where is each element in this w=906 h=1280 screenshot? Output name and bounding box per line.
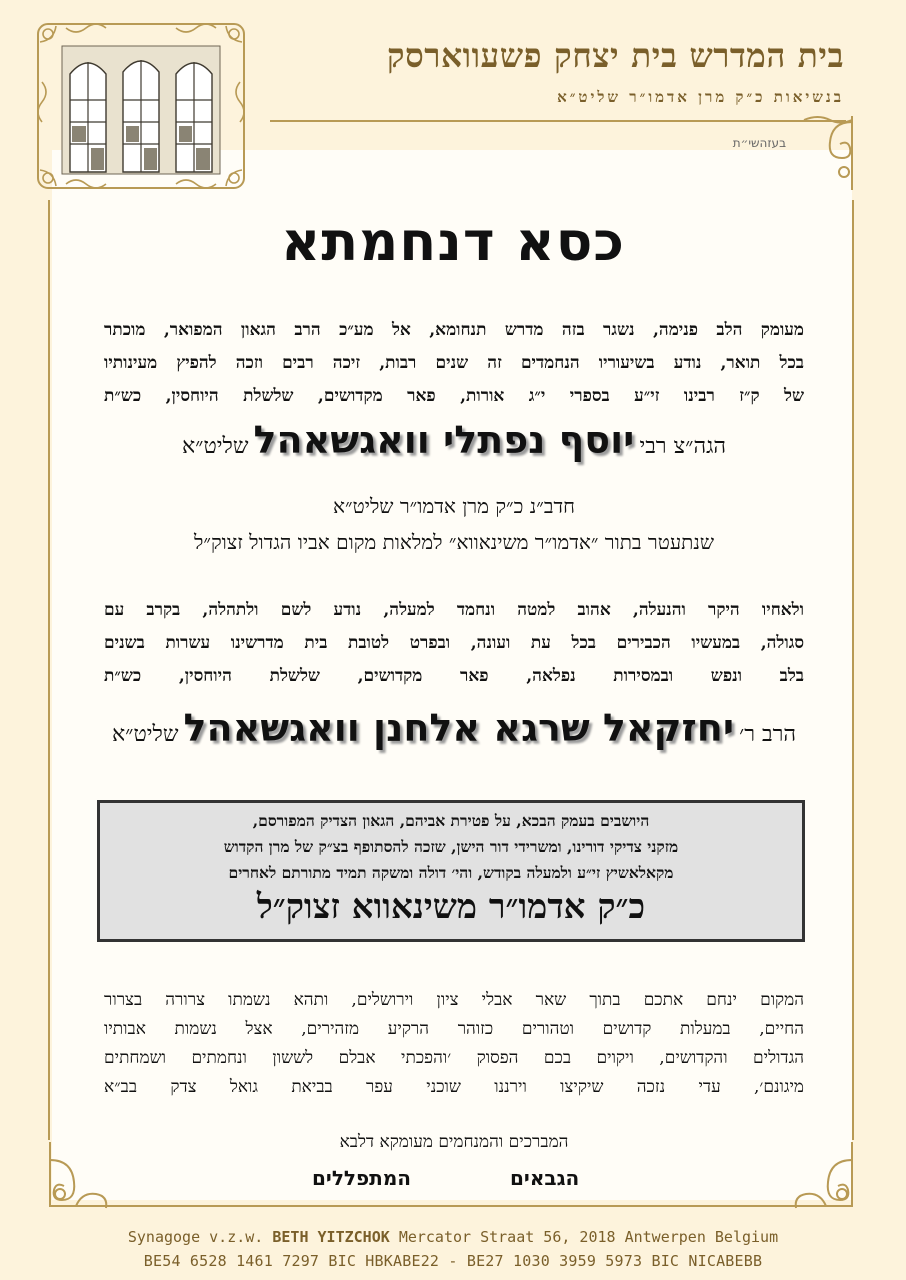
box-line: מקאלאשיץ זי״ע ולמעלה בקודש, והי׳ דולה ומשקה תמיד מתורתם לאחרים	[228, 863, 674, 882]
consolation-text	[104, 986, 804, 1102]
honoree-1-line	[104, 418, 804, 462]
honoree-1-title-line: שנתעטר בתור ״אדמו״ר משינאווא״ למלאות מקום אביו הגדול זצוק״ל	[194, 530, 714, 554]
paragraph-2	[104, 594, 804, 693]
honoree-2-line	[104, 706, 804, 750]
consolation-line: הגדולים והקדושים, ויקוים בכם הפסוק ׳והפכתי אבלם לששון ונחמתים ושמחתים	[104, 1048, 804, 1068]
footer-address-prefix: Synagoge v.z.w.	[127, 1228, 264, 1246]
honoree-2-prefix: הרב ר׳	[739, 722, 797, 747]
honoree-1-relation: חדב״נ כ״ק מרן אדמו״ר שליט״א	[333, 494, 575, 518]
consolation-line: החיים, במעלות קדושים וטהורים כזוהר הרקיע מזהירים, אצל נשמות אבותיו	[104, 1019, 804, 1039]
paragraph-1	[104, 314, 804, 413]
honoree-1-prefix: הגה״צ רבי	[639, 434, 727, 459]
deceased-box	[97, 800, 805, 942]
header-divider	[270, 120, 846, 122]
box-line: היושבים בעמק הבכא, על פטירת אביהם, הגאון הצדיק המפורסם,	[252, 811, 650, 830]
honoree-1-name: יוסף נפתלי וואגשאהל	[253, 418, 635, 462]
paragraph-2-line: סגולה, במעשיו הכבירים בכל עת ועונה, ובפרט לטובת בית מדרשינו עשרות בשנים	[104, 633, 804, 653]
footer-org-name: BETH YITZCHOK	[272, 1228, 390, 1246]
box-line: מזקני צדיקי דורינו, ומשרידי דור הישן, שזכה להסתופף בצ״ק של מרן הקדוש	[223, 837, 679, 856]
consolation-line: המקום ינחם אתכם בתוך שאר אבלי ציון וירושלים, ותהא נשמתו צרורה בצרור	[104, 990, 804, 1010]
footer-bank-details: BE54 6528 1461 7297 BIC HBKABE22 - BE27 1030 3959 5973 BIC NICABEBB	[143, 1252, 763, 1270]
paragraph-2-line: ולאחיו היקר והנעלה, אהוב למטה ונחמד למעלה, נודע לשם ולתהלה, בקרב עם	[104, 600, 804, 620]
paragraph-1-line: מעומק הלב פנימה, נשגר בזה מדרש תנחומא, אל מע״כ הרב הגאון המפואר, מוכתר	[104, 320, 804, 340]
paragraph-1-line: של ק״ז רבינו זי״ע בספרי י״ג אורות, פאר מקדושים, שלשלת היוחסין, כש״ת	[104, 386, 804, 406]
honoree-2-name: יחזקאל שרגא אלחנן וואגשאהל	[183, 706, 735, 750]
signature-mispallelim: המתפללים	[312, 1166, 412, 1190]
consolation-line: מיגונם׳, עדי נזכה שיקיצו וירננו שוכני עפר בביאת גואל צדק בב״א	[104, 1077, 804, 1097]
paragraph-1-line: בכל תואר, נודע בשיעוריו הנחמדים זה שנים רבות, זיכה רבים וזכה להפיץ מעינותיו	[104, 353, 804, 373]
synagogue-building-logo	[36, 22, 246, 190]
bsd-mark: בעזהשי״ת	[732, 136, 786, 150]
honoree-1-suffix: שליט״א	[181, 434, 249, 459]
top-right-ornament	[800, 112, 856, 194]
main-title: כסא דנחמתא	[281, 210, 625, 273]
signatures-intro: המברכים והמנחמים מעומקא דלבא	[339, 1132, 569, 1152]
frame-right-line	[852, 200, 854, 1140]
frame-left-line	[48, 200, 50, 1140]
honoree-2-suffix: שליט״א	[111, 722, 179, 747]
footer-address-street: Mercator Straat 56, 2018 Antwerpen Belgium	[398, 1228, 779, 1246]
leadership-subtitle: בנשיאות כ״ק מרן אדמו״ר שליט״א	[557, 88, 844, 106]
footer-address	[0, 1228, 906, 1246]
signature-gabbaim: הגבאים	[510, 1166, 580, 1190]
frame-bottom-line	[130, 1205, 770, 1207]
paragraph-2-line: בלב ונפש ובמסירות נפלאה, פאר מקדושים, שלשלת היוחסין, כש״ת	[104, 666, 804, 686]
deceased-name: כ״ק אדמו״ר משינאווא זצוק״ל	[256, 887, 646, 927]
synagogue-name-title: בית המדרש בית יצחק פשעווארסק	[386, 36, 844, 75]
